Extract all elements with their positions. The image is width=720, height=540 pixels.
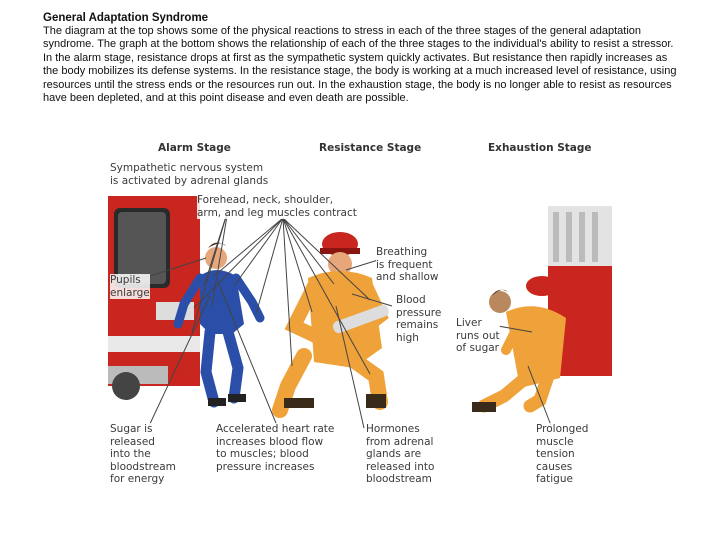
exhaustion-figure-illustration [472, 206, 612, 412]
page-title: General Adaptation Syndrome [43, 12, 209, 24]
page-description: The diagram at the top shows some of the physical reactions to stress in each of the three stages of the general adaptation syndrome. The graph at the bottom shows the relationship of each of the three stages to the individual's ability to resist a stressor. In the alarm stage, resistance drops at first as the sympathetic system quickly activates. But resistance then rapidly increases as the body mobilizes its defense systems. In the resistance stage, the body is working at a much increased level of resistance, using resources until the stress ends or the resources run out. In the exhaustion stage, the body is no longer able to resist as resources have been depleted, and at this point disease and even death are possible. [43, 25, 677, 105]
label-liver: Liver runs out of sugar [456, 317, 500, 354]
stage-title-resistance: Resistance Stage [319, 142, 422, 154]
stress-stages-diagram [108, 136, 612, 490]
label-muscles: Forehead, neck, shoulder, arm, and leg muscles contract [197, 194, 357, 219]
label-sympathetic: Sympathetic nervous system is activated by adrenal glands [110, 162, 269, 187]
label-prolonged: Prolonged muscle tension causes fatigue [536, 423, 612, 486]
stage-title-exhaustion: Exhaustion Stage [488, 142, 592, 154]
resistance-figure-illustration [280, 232, 390, 410]
label-heart-rate: Accelerated heart rate increases blood flow to muscles; blood pressure increases [216, 423, 335, 473]
label-hormones: Hormones from adrenal glands are released into bloodstream [366, 423, 435, 485]
label-blood-pressure: Blood pressure remains high [396, 294, 442, 344]
label-sugar: Sugar is released into the bloodstream for energy [110, 423, 176, 485]
header [43, 11, 683, 105]
label-pupils: Pupils enlarge [110, 274, 150, 299]
label-breathing: Breathing is frequent and shallow [376, 246, 439, 283]
stage-title-alarm: Alarm Stage [158, 142, 231, 154]
